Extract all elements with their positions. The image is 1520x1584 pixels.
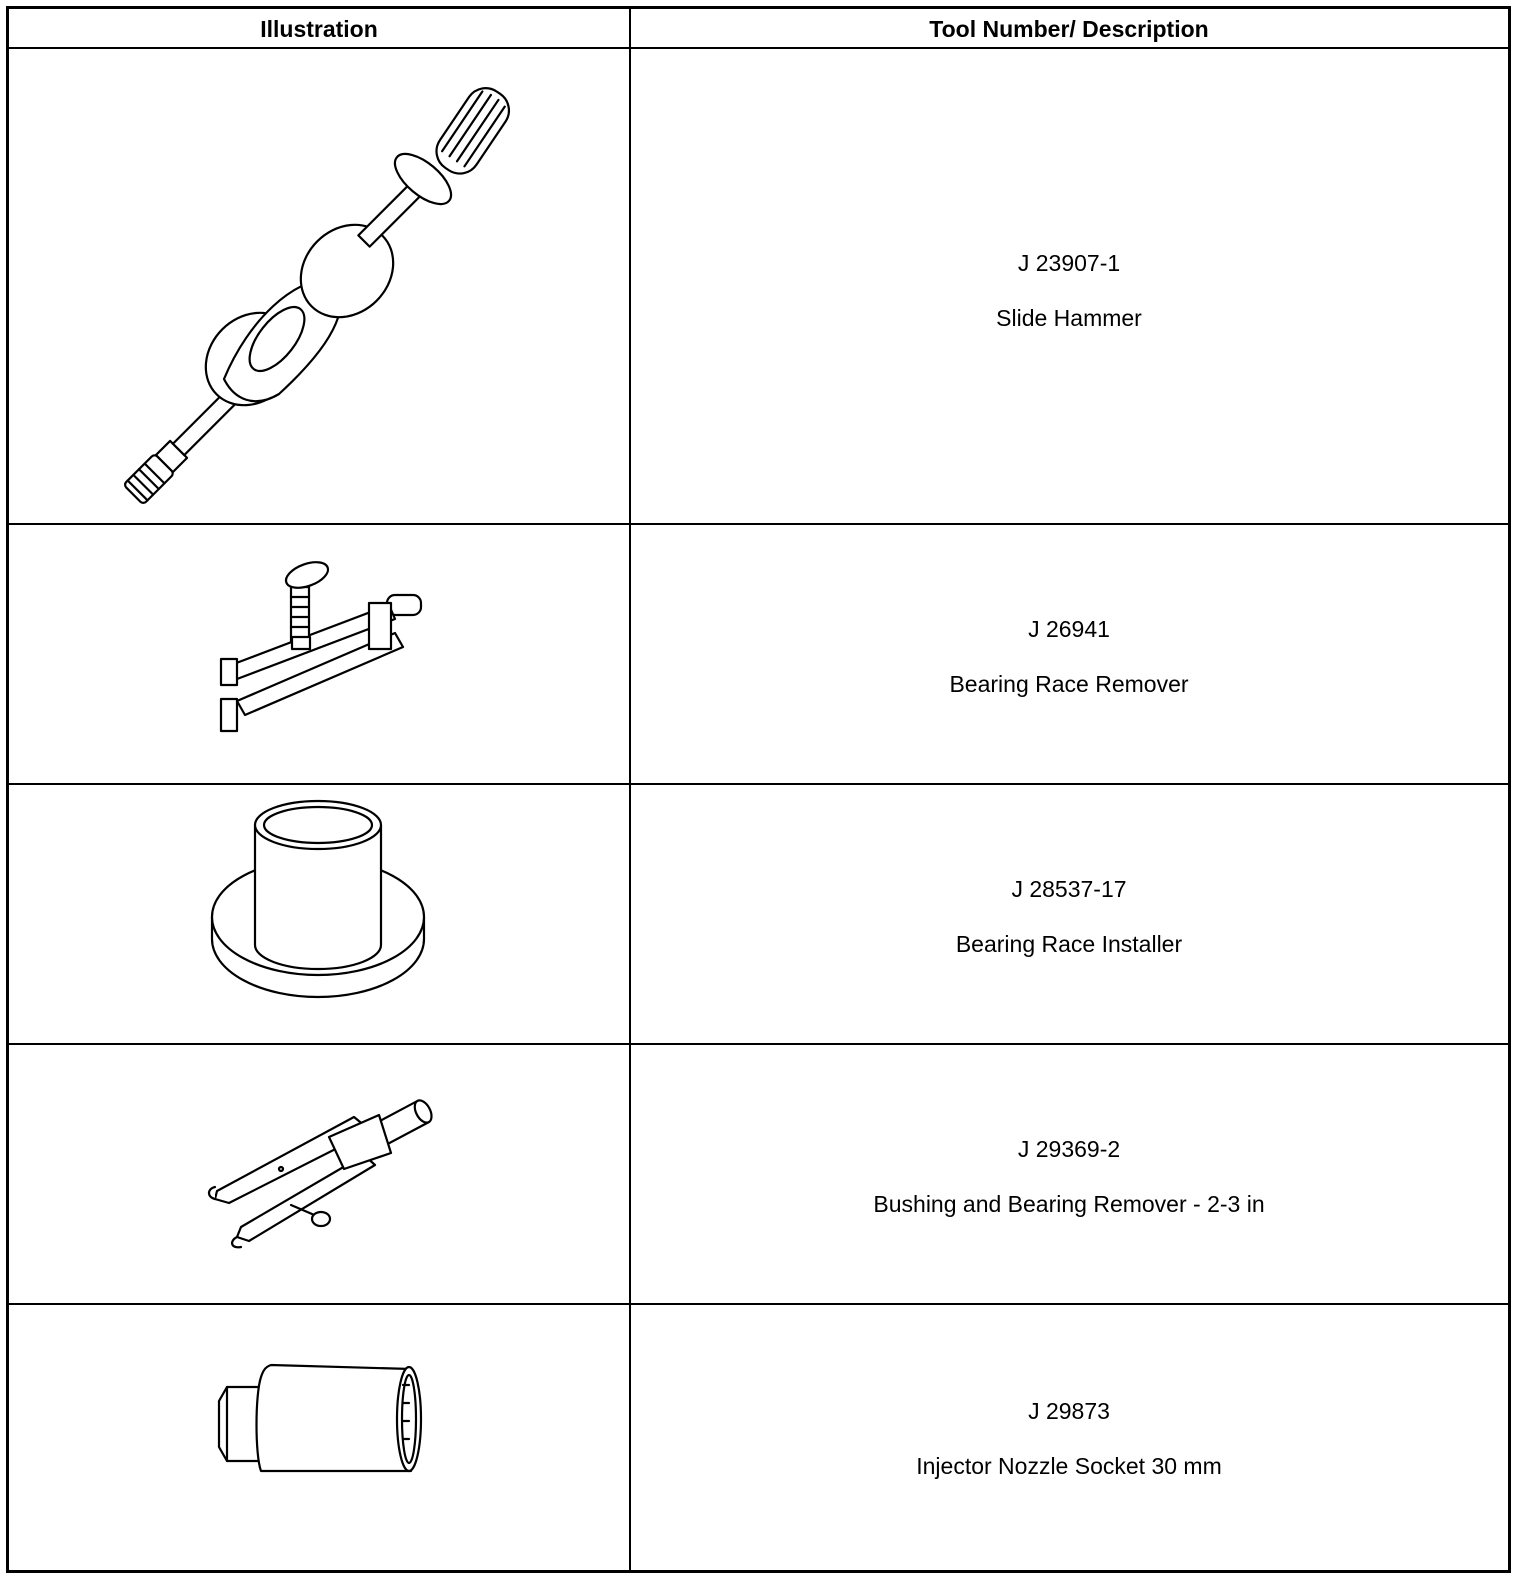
header-illustration: Illustration — [260, 16, 378, 42]
table-row — [9, 1045, 1508, 1305]
special-tools-table — [6, 6, 1511, 1573]
table-row — [9, 49, 1508, 525]
header-tool-description: Tool Number/ Description — [929, 16, 1209, 42]
tool-number: J 29369-2 — [1017, 1136, 1121, 1162]
illustration-cell — [9, 49, 629, 525]
slide-hammer-icon — [9, 49, 629, 525]
tool-number: J 23907-1 — [1017, 250, 1121, 276]
illustration-cell — [9, 525, 629, 785]
table-row — [9, 525, 1508, 785]
tool-description: Bearing Race Remover — [949, 671, 1189, 697]
bearing-race-installer-icon — [9, 785, 629, 1045]
tool-number: J 29873 — [1028, 1398, 1110, 1424]
bearing-race-remover-icon — [9, 525, 629, 785]
description-cell — [631, 1397, 1507, 1480]
table-row — [9, 1305, 1508, 1570]
tool-description: Bearing Race Installer — [955, 931, 1183, 957]
bushing-bearing-remover-icon — [9, 1045, 629, 1305]
description-cell — [631, 249, 1507, 332]
tool-description: Injector Nozzle Socket 30 mm — [916, 1453, 1222, 1479]
tool-description: Bushing and Bearing Remover - 2-3 in — [873, 1191, 1265, 1217]
injector-nozzle-socket-icon — [9, 1305, 629, 1570]
illustration-cell — [9, 785, 629, 1045]
description-cell — [631, 1135, 1507, 1218]
table-header — [9, 9, 1508, 49]
illustration-cell — [9, 1305, 629, 1570]
tool-number: J 28537-17 — [1011, 876, 1127, 902]
tool-number: J 26941 — [1028, 616, 1110, 642]
table-row — [9, 785, 1508, 1045]
tool-description: Slide Hammer — [996, 305, 1142, 331]
description-cell — [631, 875, 1507, 958]
description-cell — [631, 615, 1507, 698]
illustration-cell — [9, 1045, 629, 1305]
